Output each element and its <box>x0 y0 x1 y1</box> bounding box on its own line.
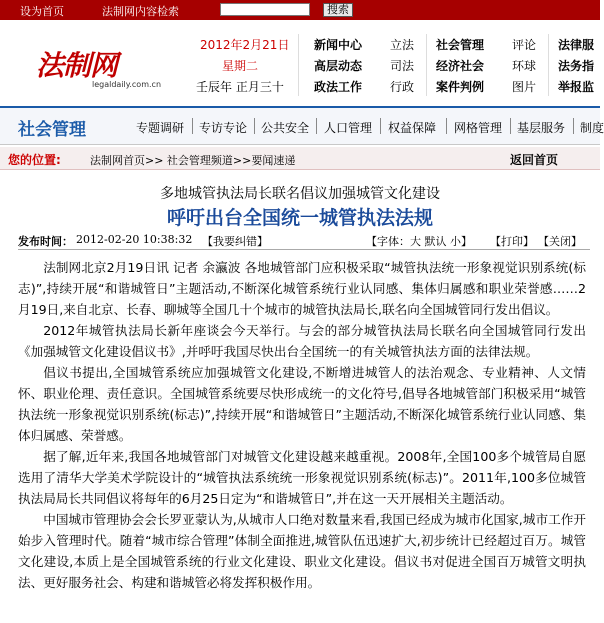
subnav-interviews[interactable]: 专访专论 <box>199 121 248 135</box>
set-homepage-link[interactable]: 设为首页 <box>20 5 64 18</box>
current-date: 2012年2月21日 <box>200 38 290 52</box>
subnav-separator <box>510 118 511 134</box>
article-paragraph: 2012年城管执法局长新年座谈会今天举行。与会的部分城管执法局长联名向全国城管同行发出《加强城管文化建设倡议书》,并呼吁我国尽快出台全国统一的有关城管执法方面的法律法规。 <box>18 323 586 359</box>
font-size-control[interactable]: 【字体：大 默认 小】 <box>366 235 472 248</box>
nav-world[interactable]: 环球 <box>512 59 537 73</box>
nav-top-news[interactable]: 高层动态 <box>314 59 363 73</box>
subnav-separator <box>573 118 574 134</box>
search-input[interactable] <box>220 3 310 16</box>
article-paragraph: 法制网北京2月19日讯 记者 余瀛波 各地城管部门应积极采取“城管执法统一形象视觉识别系统(标志)”,持续开展“和谐城管日”主题活动,不断深化城管系统行业认同感、集体归属感和职业荣誉感……2月19日,来自北京、长春、聊城等全国几十个城市的城管执法局长,联名向全国城管同行发出倡议。 <box>18 260 586 317</box>
location-label: 您的位置: <box>8 153 61 167</box>
subnav-grid[interactable]: 网格管理 <box>454 121 503 135</box>
nav-economy-society[interactable]: 经济社会 <box>436 59 485 73</box>
article-meta <box>18 232 590 250</box>
nav-commentary[interactable]: 评论 <box>512 38 537 52</box>
subnav-rights[interactable]: 权益保障 <box>388 121 437 135</box>
nav-social-management[interactable]: 社会管理 <box>436 38 485 52</box>
search-site-label: 法制网内容检索 <box>102 5 179 18</box>
article-paragraph: 倡议书提出,全国城管系统应加强城管文化建设,不断增进城管人的法治观念、专业精神、人文情怀、职业伦理、责任意识。全国城管系统要尽快形成统一的文化符号,倡导各地城管部门积极采用“城管执法统一形象视觉识别系统(标志)”,持续开展“和谐城管日”主题活动,不断深化城管系统行业认同感、集体归属感、荣誉感。 <box>18 365 586 443</box>
back-home-link[interactable]: 返回首页 <box>510 153 559 167</box>
article-title: 呼吁出台全国统一城管执法法规 <box>166 207 433 229</box>
subnav-population[interactable]: 人口管理 <box>324 121 373 135</box>
header-divider <box>548 34 549 96</box>
nav-photos[interactable]: 图片 <box>512 80 537 94</box>
nav-case-rulings[interactable]: 案件判例 <box>436 80 485 94</box>
article-subtitle: 多地城管执法局长联名倡议加强城管文化建设 <box>160 186 440 202</box>
nav-judiciary[interactable]: 司法 <box>390 59 415 73</box>
subnav-separator <box>192 118 193 134</box>
published-label: 发布时间： <box>18 235 73 248</box>
section-title[interactable]: 社会管理 <box>18 120 86 140</box>
nav-legislation[interactable]: 立法 <box>390 38 415 52</box>
current-weekday: 星期二 <box>222 59 259 73</box>
subnav-separator <box>254 118 255 134</box>
site-logo[interactable]: 法制网 <box>36 49 118 82</box>
subnav-system[interactable]: 制度 <box>580 121 604 135</box>
breadcrumb[interactable]: 法制网首页>> 社会管理频道>>要闻速递 <box>90 154 296 167</box>
article-body <box>18 257 586 593</box>
subnav-separator <box>446 118 447 134</box>
nav-news-center[interactable]: 新闻中心 <box>314 38 363 52</box>
site-header <box>0 20 600 104</box>
subnav-grassroots[interactable]: 基层服务 <box>517 121 566 135</box>
subnav-separator <box>316 118 317 134</box>
nav-legal-services[interactable]: 法律服 <box>558 38 595 52</box>
close-link[interactable]: 【关闭】 <box>538 235 582 248</box>
nav-report-supervision[interactable]: 举报监 <box>558 80 595 94</box>
section-bar <box>0 106 604 145</box>
search-button[interactable]: 搜索 <box>323 3 353 17</box>
print-link[interactable]: 【打印】 <box>490 235 534 248</box>
header-divider <box>426 34 427 96</box>
article-paragraph: 据了解,近年来,我国各地城管部门对城管文化建设越来越重视。2008年,全国100多个城管局自愿选用了清华大学美术学院设计的“城管执法系统统一形象视觉识别系统(标志)”。2011年,100多位城管执法局局长共同倡议将每年的6月25日定为“和谐城管日”,并在这一天开展相关主题活动。 <box>18 449 586 506</box>
nav-political-work[interactable]: 政法工作 <box>314 80 363 94</box>
published-time: 2012-02-20 10:38:32 <box>76 233 193 246</box>
breadcrumb-bar <box>0 147 600 170</box>
logo-url-text: legaldaily.com.cn <box>92 80 162 89</box>
nav-legal-guide[interactable]: 法务指 <box>558 59 595 73</box>
top-bar <box>0 0 600 20</box>
header-divider <box>298 34 299 96</box>
subnav-public-safety[interactable]: 公共安全 <box>261 121 310 135</box>
article-paragraph: 中国城市管理协会会长罗亚蒙认为,从城市人口绝对数量来看,我国已经成为城市化国家,城市工作开始步入管理时代。随着“城市综合管理”体制全面推进,城管队伍迅速扩大,初步统计已经超过百万。城管文化建设,本质上是全国城管系统的行业文化建设、职业文化建设。倡议书对促进全国百万城管文明执法、更好服务社会、构建和谐城管必将发挥积极作用。 <box>18 512 586 590</box>
subnav-separator <box>380 118 381 134</box>
nav-administration[interactable]: 行政 <box>390 80 415 94</box>
report-error-link[interactable]: 【我要纠错】 <box>202 235 268 248</box>
subnav-research[interactable]: 专题调研 <box>136 121 185 135</box>
lunar-date: 壬辰年 正月三十 <box>196 80 284 94</box>
